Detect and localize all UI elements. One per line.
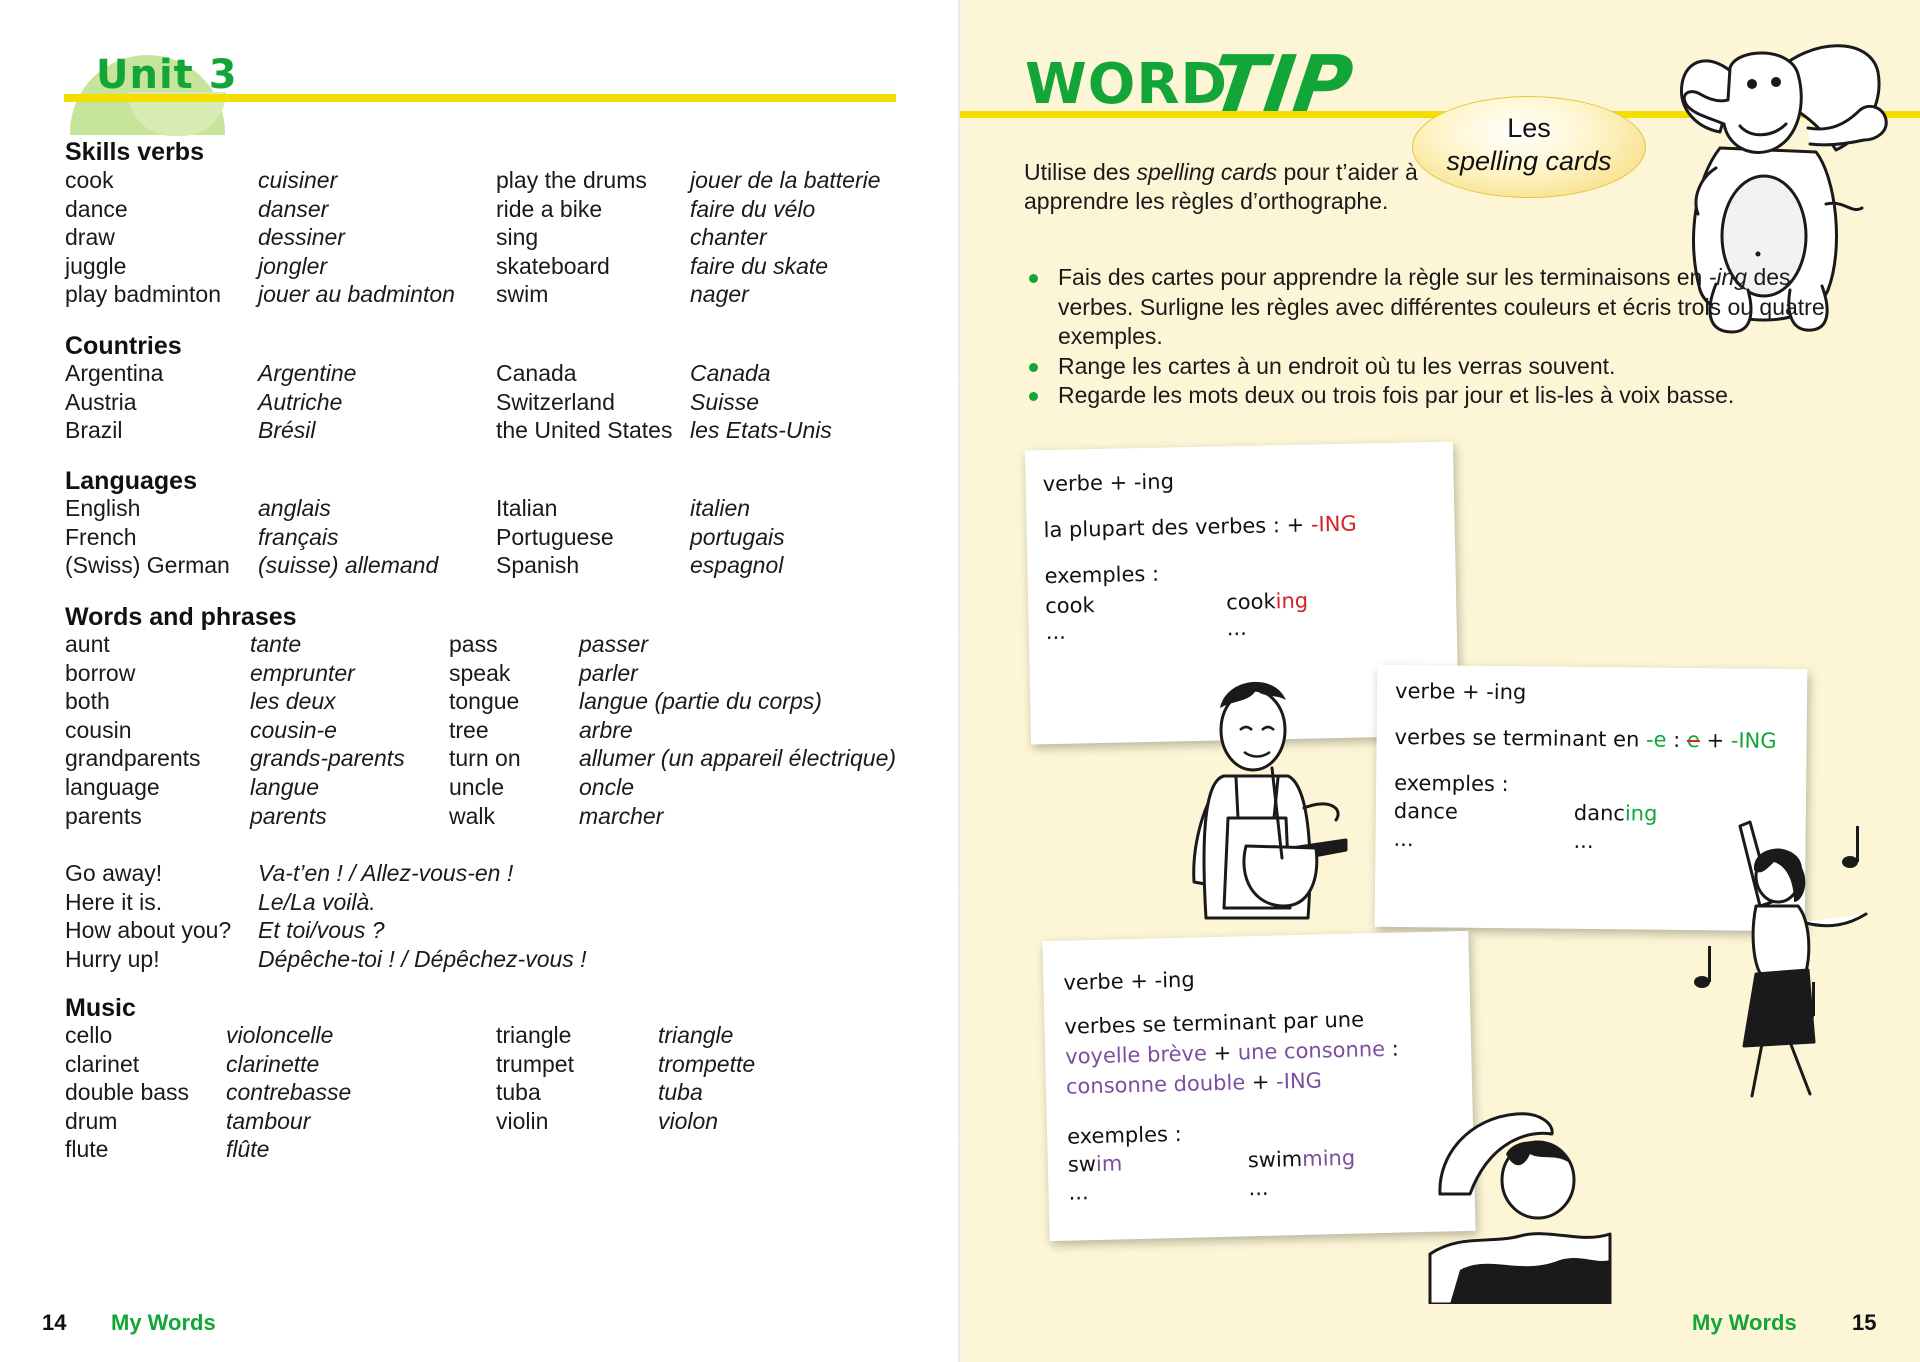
music-note-3-stem — [1812, 982, 1815, 1016]
music-fr-col2-item: triangle — [658, 1022, 734, 1048]
music-en-col1-item: double bass — [65, 1079, 190, 1106]
words-en-col1-item: both — [65, 688, 110, 715]
dancer-right-arm — [1802, 914, 1866, 926]
languages-fr-col1-item: français — [258, 523, 339, 550]
swimmer-illustration — [1420, 1104, 1620, 1304]
music-fr-col1-item: contrebasse — [226, 1079, 352, 1106]
countries-en-col1-item: Brazil — [65, 417, 123, 444]
skills-verbs-fr-col1-item: dessiner — [258, 224, 345, 251]
card-2-result-suffix: ing — [1624, 801, 1658, 826]
skills-verbs-en-col1 — [65, 166, 221, 309]
bullet-item-2: Range les cartes à un endroit où tu les verras souvent. — [1024, 352, 1844, 382]
words-fr-col1-item: tante — [250, 631, 302, 657]
countries-en-col1 — [65, 359, 163, 445]
words-en-col2-item: tree — [449, 716, 489, 743]
languages-en-col2-item: Portuguese — [496, 523, 614, 550]
card-2-result-stem: danc — [1573, 800, 1626, 826]
music-fr-col1-item: clarinette — [226, 1050, 320, 1077]
cook-illustration — [1178, 668, 1358, 928]
music-fr-col1 — [226, 1021, 351, 1164]
languages-en-col2 — [496, 494, 614, 580]
left-footer-label: My Words — [111, 1310, 216, 1335]
words-fr-col1-item: les deux — [250, 688, 336, 715]
music-note-3 — [1798, 1010, 1814, 1022]
tip-bullet-list — [1024, 263, 1844, 411]
skills-verbs-en-col1-item: draw — [65, 224, 115, 251]
languages-en-col1-item: (Swiss) German — [65, 552, 230, 579]
languages-en-col1-item: English — [65, 495, 141, 521]
phrases-en-item: Hurry up! — [65, 945, 160, 972]
bullet-1-emphasis: -ing — [1708, 264, 1748, 290]
music-en-col2-item: triangle — [496, 1022, 572, 1048]
languages-fr-col1 — [258, 494, 438, 580]
words-en-col2-item: pass — [449, 631, 498, 657]
words-en-col2-item: walk — [449, 802, 496, 829]
page-fold — [958, 0, 962, 1362]
music-en-col2-item: trumpet — [496, 1050, 574, 1077]
words-fr-col1-item: grands-parents — [250, 745, 405, 772]
music-en-col1 — [65, 1021, 189, 1164]
words-fr-col1-item: emprunter — [250, 659, 355, 686]
cook-apron-top — [1236, 778, 1278, 818]
card-3-examples-label: exemples : — [1066, 1121, 1182, 1149]
music-fr-col2-item: tuba — [658, 1079, 703, 1106]
card-2-ellipsis-left: ... — [1393, 826, 1414, 852]
skills-verbs-fr-col2 — [690, 166, 881, 309]
skills-verbs-fr-col1-item: cuisiner — [258, 167, 338, 193]
skills-verbs-fr-col2-item: nager — [690, 281, 749, 308]
phrases-en-item: Go away! — [65, 860, 163, 886]
countries-fr-col1 — [258, 359, 356, 445]
skills-verbs-en-col1-item: juggle — [65, 252, 127, 279]
skills-verbs-en-col2-item: play the drums — [496, 167, 647, 193]
words-en-col1-item: parents — [65, 802, 142, 829]
word-tip-title-tip: TIP — [1205, 40, 1358, 130]
skills-verbs-fr-col1-item: jouer au badminton — [258, 281, 455, 308]
words-fr-col2-item: parler — [579, 659, 638, 686]
card-2-examples-label: exemples : — [1394, 770, 1509, 797]
left-page-number: 14 — [42, 1310, 67, 1335]
card-1-result-stem: cook — [1225, 589, 1276, 615]
phrases-en-item: How about you? — [65, 917, 232, 944]
countries-fr-col2 — [690, 359, 832, 445]
card-3-ellipsis-right: ... — [1248, 1175, 1269, 1201]
card-2-title: verbe + -ing — [1394, 678, 1527, 705]
words-en-col2-item: uncle — [449, 773, 504, 800]
music-en-col2 — [496, 1021, 574, 1135]
card-3-rule-plus1: + — [1206, 1040, 1239, 1066]
dancer-skirt — [1744, 970, 1814, 1046]
countries-en-col1-item: Austria — [65, 388, 137, 415]
words-en-col1-item: language — [65, 773, 160, 800]
bubble-line-1: Les — [1507, 113, 1551, 143]
skills-verbs-fr-col2-item: chanter — [690, 224, 767, 251]
card-1-example-result — [1226, 589, 1308, 615]
countries-fr-col2-item: Canada — [690, 360, 771, 386]
card-1-ellipsis-left: ... — [1045, 619, 1067, 645]
elephant-eye-right — [1771, 77, 1781, 87]
dancer-top — [1753, 906, 1809, 976]
countries-fr-col1-item: Brésil — [258, 417, 316, 444]
phrases-fr — [258, 859, 587, 973]
countries-fr-col1-item: Autriche — [258, 388, 343, 415]
section-title-countries: Countries — [65, 332, 182, 360]
music-en-col2-item: violin — [496, 1107, 549, 1134]
card-1-example-base: cook — [1044, 593, 1095, 619]
words-fr-col2 — [579, 630, 896, 830]
card-2-rule-text: verbes se terminant en — [1394, 724, 1647, 752]
card-2-rule — [1395, 725, 1777, 753]
dancer-legs — [1752, 1042, 1810, 1096]
words-en-col2 — [449, 630, 521, 830]
skills-verbs-en-col2-item: skateboard — [496, 252, 610, 279]
card-1-rule-highlight: -ING — [1310, 511, 1357, 537]
card-3-rule-colon: : — [1384, 1036, 1400, 1061]
card-1-result-suffix: ing — [1275, 588, 1309, 614]
skills-verbs-fr-col1-item: jongler — [258, 252, 328, 279]
countries-en-col1-item: Argentina — [65, 360, 164, 386]
right-page-number: 15 — [1852, 1310, 1877, 1335]
card-3-title: verbe + -ing — [1063, 967, 1195, 995]
card-3-base-highlight: im — [1095, 1151, 1123, 1177]
card-3-ellipsis-left: ... — [1068, 1180, 1089, 1205]
music-en-col2-item: tuba — [496, 1079, 541, 1106]
skills-verbs-en-col1-item: play badminton — [65, 281, 221, 308]
music-en-col1-item: cello — [65, 1022, 113, 1048]
music-fr-col2-item: trompette — [658, 1050, 756, 1077]
countries-en-col2 — [496, 359, 672, 445]
card-3-result-stem: swim — [1247, 1146, 1303, 1173]
music-en-col1-item: flute — [65, 1136, 109, 1163]
words-en-col2-item: speak — [449, 659, 511, 686]
card-2-ellipsis-right: ... — [1573, 828, 1594, 854]
phrases-en — [65, 859, 231, 973]
card-1-title: verbe + -ing — [1042, 469, 1175, 497]
card-3-rule-line2 — [1065, 1037, 1399, 1069]
card-2-rule-colon: : — [1666, 727, 1688, 753]
countries-fr-col2-item: les Etats-Unis — [690, 417, 832, 444]
card-3-example-result — [1248, 1146, 1356, 1173]
card-3-rule-highlight: -ING — [1275, 1068, 1323, 1094]
words-en-col2-item: turn on — [449, 745, 521, 772]
section-title-music: Music — [65, 994, 136, 1022]
bubble-line-2: spelling cards — [1446, 146, 1612, 176]
section-title-skills-verbs: Skills verbs — [65, 138, 204, 166]
languages-fr-col2 — [690, 494, 785, 580]
words-fr-col1-item: cousin-e — [250, 716, 337, 743]
section-title-languages: Languages — [65, 467, 197, 495]
music-note-1-stem — [1708, 946, 1711, 982]
intro-text — [1024, 158, 1424, 216]
intro-part1: Utilise des — [1024, 159, 1137, 185]
elephant-eye-left — [1747, 79, 1757, 89]
phrases-fr-item: Et toi/vous ? — [258, 917, 385, 944]
card-2-rule-highlight: -ING — [1730, 728, 1777, 753]
music-note-1 — [1694, 976, 1710, 988]
languages-en-col1-item: French — [65, 523, 137, 550]
word-tip-title-word: WORD — [1025, 52, 1228, 117]
skills-verbs-fr-col2-item: faire du skate — [690, 252, 829, 279]
languages-fr-col2-item: portugais — [690, 523, 785, 550]
card-1-ellipsis-right: ... — [1226, 615, 1248, 641]
skills-verbs-fr-col1-item: danser — [258, 195, 329, 222]
bullet-1-part1: Fais des cartes pour apprendre la règle sur les terminaisons en — [1058, 264, 1709, 290]
card-3-rule-line3 — [1066, 1068, 1323, 1098]
bullet-1-part2: des verbes. Surligne les règles avec différentes couleurs et écris trois ou quatre exemples. — [1058, 264, 1825, 349]
card-2-rule-plus: + — [1699, 728, 1731, 753]
skills-verbs-en-col2-item: sing — [496, 224, 539, 251]
words-fr-col2-item: passer — [579, 631, 649, 657]
countries-fr-col1-item: Argentine — [258, 360, 357, 386]
bullet-item-3: Regarde les mots deux ou trois fois par jour et lis-les à voix basse. — [1024, 381, 1844, 411]
spelling-card-3 — [1042, 931, 1475, 1241]
card-1-rule — [1043, 512, 1357, 543]
languages-fr-col1-item: (suisse) allemand — [258, 552, 439, 579]
countries-en-col2-item: Switzerland — [496, 388, 615, 415]
card-3-result-suffix: ming — [1301, 1145, 1356, 1171]
skills-verbs-en-col2-item: swim — [496, 281, 549, 308]
music-en-col1-item: drum — [65, 1107, 118, 1134]
phrases-en-item: Here it is. — [65, 888, 163, 915]
music-fr-col2 — [658, 1021, 755, 1135]
steam-swirl — [1304, 804, 1338, 820]
music-fr-col2-item: violon — [658, 1107, 719, 1134]
skills-verbs-en-col1-item: dance — [65, 195, 128, 222]
countries-en-col2-item: Canada — [496, 360, 577, 386]
languages-fr-col2-item: espagnol — [690, 552, 784, 579]
card-3-rule-vowel: voyelle brève — [1064, 1041, 1208, 1069]
skills-verbs-fr-col1 — [258, 166, 455, 309]
music-note-2-stem — [1856, 826, 1859, 862]
phrases-fr-item: Le/La voilà. — [258, 888, 376, 915]
skills-verbs-en-col1-item: cook — [65, 167, 114, 193]
intro-part2: pour t’aider à apprendre les règles d’orthographe. — [1024, 159, 1418, 214]
bullet-item-1 — [1024, 263, 1844, 352]
card-2-example-base: dance — [1393, 798, 1458, 824]
countries-en-col2-item: the United States — [496, 417, 673, 444]
phrases-fr-item: Va-t’en ! / Allez-vous-en ! — [258, 860, 514, 886]
card-3-example-base — [1068, 1151, 1123, 1176]
music-en-col1-item: clarinet — [65, 1050, 140, 1077]
card-1-rule-text: la plupart des verbes : + — [1043, 512, 1312, 543]
words-fr-col1-item: langue — [250, 773, 320, 800]
card-1-examples-label: exemples : — [1044, 561, 1160, 589]
words-fr-col2-item: langue (partie du corps) — [579, 688, 822, 715]
card-3-rule-double: consonne double — [1065, 1070, 1246, 1099]
languages-fr-col1-item: anglais — [258, 495, 331, 521]
words-fr-col1 — [250, 630, 405, 830]
music-fr-col1-item: tambour — [226, 1107, 311, 1134]
languages-en-col2-item: Italian — [496, 495, 558, 521]
words-en-col2-item: tongue — [449, 688, 520, 715]
words-en-col1-item: aunt — [65, 631, 110, 657]
languages-en-col2-item: Spanish — [496, 552, 580, 579]
card-2-example-result — [1574, 801, 1658, 826]
music-fr-col1-item: violoncelle — [226, 1022, 334, 1048]
words-fr-col2-item: marcher — [579, 802, 664, 829]
phrases-fr-item: Dépêche-toi ! / Dépêchez-vous ! — [258, 945, 587, 972]
words-fr-col2-item: oncle — [579, 773, 634, 800]
words-fr-col1-item: parents — [250, 802, 327, 829]
skills-verbs-fr-col2-item: jouer de la batterie — [690, 167, 881, 193]
words-fr-col2-item: arbre — [579, 716, 633, 743]
words-en-col1 — [65, 630, 201, 830]
section-title-words-phrases: Words and phrases — [65, 603, 297, 631]
skills-verbs-en-col2-item: ride a bike — [496, 195, 603, 222]
countries-fr-col2-item: Suisse — [690, 388, 760, 415]
skills-verbs-en-col2 — [496, 166, 647, 309]
dancer-illustration — [1690, 806, 1880, 1106]
languages-fr-col2-item: italien — [690, 495, 751, 521]
unit-title: Unit 3 — [96, 52, 238, 98]
intro-emphasis: spelling cards — [1136, 159, 1278, 185]
words-en-col1-item: borrow — [65, 659, 136, 686]
skills-verbs-fr-col2-item: faire du vélo — [690, 195, 816, 222]
music-note-2 — [1842, 856, 1858, 868]
words-fr-col2-item: allumer (un appareil électrique) — [579, 745, 897, 772]
card-2-rule-strike: e — [1686, 728, 1701, 753]
card-3-rule-consonant: une consonne — [1237, 1036, 1386, 1065]
right-footer-label: My Words — [1692, 1310, 1797, 1335]
words-en-col1-item: cousin — [65, 716, 132, 743]
card-3-base-stem: sw — [1067, 1152, 1097, 1177]
words-en-col1-item: grandparents — [65, 745, 201, 772]
card-2-rule-e: -e — [1645, 727, 1667, 752]
music-fr-col1-item: flûte — [226, 1136, 270, 1163]
speech-bubble — [1412, 96, 1646, 198]
card-3-rule-line1: verbes se terminant par une — [1064, 1007, 1365, 1039]
elephant-navel — [1756, 252, 1761, 257]
languages-en-col1 — [65, 494, 230, 580]
card-3-rule-plus2: + — [1244, 1069, 1277, 1095]
